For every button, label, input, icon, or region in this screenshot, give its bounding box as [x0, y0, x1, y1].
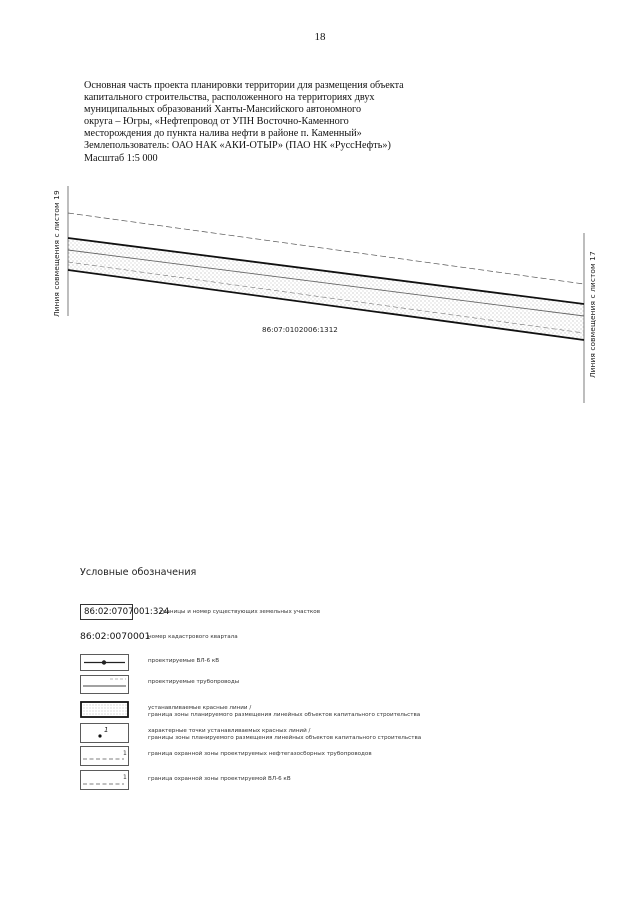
header-line: округа – Югры, «Нефтепровод от УПН Восточно-Каменного: [84, 116, 349, 128]
legend-description: номер кадастрового квартала: [148, 634, 238, 640]
svg-text:1: 1: [104, 726, 109, 734]
cadastral-number-label: 86:07:0102006:1312: [262, 325, 338, 334]
legend-row-powerline-protection-zone: [80, 770, 560, 794]
header-line: месторождения до пункта налива нефти в районе п. Каменный»: [84, 128, 362, 140]
legend-description: граница охранной зоны проектируемой ВЛ-6 кВ: [148, 776, 291, 782]
legend-description: проектируемые ВЛ-6 кВ: [148, 658, 220, 664]
legend-row-red-lines: [80, 701, 560, 725]
svg-text:1: 1: [123, 750, 127, 757]
red-line-zone-symbol: [80, 701, 130, 719]
header-line: Землепользователь: ОАО НАК «АКИ-ОТЫР» (ПАО НК «РуссНефть»): [84, 140, 391, 152]
header-line: Основная часть проекта планировки территории для размещения объекта: [84, 80, 404, 91]
characteristic-point-symbol: [80, 723, 130, 743]
svg-text:1: 1: [123, 774, 127, 781]
legend-row-characteristic-points: [80, 723, 560, 747]
pipeline-protection-zone-symbol: [80, 746, 130, 766]
powerline-protection-zone-symbol: [80, 770, 130, 790]
legend-description: устанавливаемые красные линии / граница зоны планируемого размещения линейных объектов капитального строительства: [148, 705, 421, 719]
legend-row-land-plots: [80, 604, 560, 628]
legend-title: Условные обозначения: [80, 567, 197, 578]
land-plot-symbol: 86:02:0707001:324: [80, 604, 133, 620]
left-sheet-join-label: Линия совмещения с листом 19: [52, 190, 61, 317]
pipeline-line: [68, 250, 584, 316]
header-line: капитального строительства, расположенного на территориях двух: [84, 92, 375, 104]
legend-description: граница охранной зоны проектируемых нефтегазосборных трубопроводов: [148, 751, 372, 757]
right-sheet-join-label: Линия совмещения с листом 17: [588, 251, 597, 378]
pipeline-symbol: [80, 675, 130, 695]
scale-line: Масштаб 1:5 000: [84, 152, 158, 164]
power-line-symbol: [80, 654, 130, 672]
legend-row-pipelines: [80, 675, 560, 699]
page-number: 18: [314, 31, 326, 43]
legend-row-cadastral-quarter: [80, 631, 560, 655]
legend-row-pipeline-protection-zone: [80, 746, 560, 770]
header-line: муниципальных образований Ханты-Мансийского автономного: [84, 104, 362, 116]
legend-description: границы и номер существующих земельных участков: [160, 609, 321, 615]
legend-description: характерные точки устанавливаемых красных линий / границы зоны планируемого размещения линейных объектов капитального строительства: [148, 728, 422, 742]
legend-description: проектируемые трубопроводы: [148, 679, 240, 685]
cadastral-quarter-symbol: 86:02:0070001: [80, 631, 151, 642]
